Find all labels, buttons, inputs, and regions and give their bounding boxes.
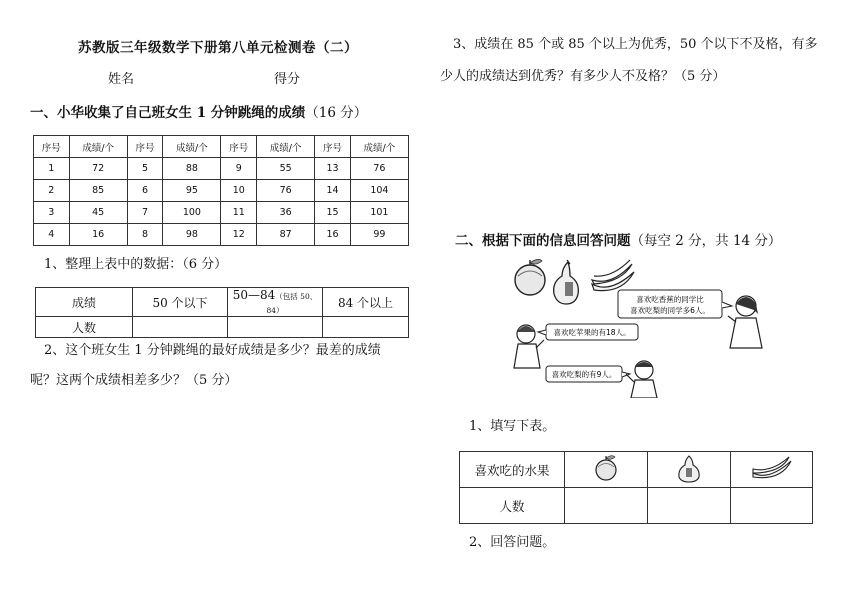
table-cell: 8 — [127, 224, 163, 246]
table-cell: 10 — [221, 180, 257, 202]
question-1-1: 1、整理上表中的数据：（6 分） — [44, 257, 228, 272]
header-cell: 喜欢吃的水果 — [460, 452, 565, 488]
answer-cell[interactable] — [648, 488, 731, 524]
table-row — [460, 488, 813, 524]
answer-cell[interactable] — [323, 317, 409, 338]
fruit-count-table — [459, 451, 813, 524]
apple-bubble: 喜欢吃苹果的有18人。 — [553, 328, 631, 337]
banana-bubble-line-2: 喜欢吃梨的同学多6人。 — [630, 306, 710, 315]
answer-cell[interactable] — [228, 317, 323, 338]
table-header-row — [36, 288, 409, 317]
pear-icon — [674, 453, 704, 483]
section-1-heading-text: 一、小华收集了自己班女生 1 分钟跳绳的成绩 — [30, 105, 306, 121]
header-cell: 84 个以上 — [323, 288, 409, 317]
header-cell-range — [228, 288, 323, 317]
table-cell: 16 — [315, 224, 351, 246]
header-cell: 成绩 — [36, 288, 133, 317]
table-cell: 16 — [69, 224, 127, 246]
table-cell: 5 — [127, 158, 163, 180]
table-cell: 12 — [221, 224, 257, 246]
range-main: 50—84 — [232, 288, 276, 302]
table-cell: 87 — [257, 224, 315, 246]
banana-bubble-line-1: 喜欢吃香蕉的同学比 — [636, 295, 704, 304]
question-1-3-line-2: 少人的成绩达到优秀？有多少人不及格？（5 分） — [440, 69, 726, 84]
jump-rope-score-table — [33, 135, 409, 246]
table-row — [34, 202, 409, 224]
table-row — [34, 158, 409, 180]
section-1-heading — [30, 101, 367, 121]
score-label: 得分 — [274, 72, 301, 87]
header-cell: 50 个以下 — [133, 288, 228, 317]
table-cell: 6 — [127, 180, 163, 202]
row-label: 人数 — [36, 317, 133, 338]
table-cell: 95 — [163, 180, 221, 202]
table-cell: 99 — [350, 224, 408, 246]
header-cell: 序号 — [221, 136, 257, 158]
table-cell: 14 — [315, 180, 351, 202]
header-cell: 成绩/个 — [69, 136, 127, 158]
table-cell: 13 — [315, 158, 351, 180]
header-cell: 成绩/个 — [257, 136, 315, 158]
question-1-2-line-1: 2、这个班女生 1 分钟跳绳的最好成绩是多少？最差的成绩 — [44, 343, 381, 358]
row-label: 人数 — [460, 488, 565, 524]
table-cell: 76 — [350, 158, 408, 180]
question-1-3-line-1: 3、成绩在 85 个或 85 个以上为优秀，50 个以下不及格，有多 — [453, 37, 818, 52]
boy-icon — [626, 361, 657, 398]
table-cell: 85 — [69, 180, 127, 202]
table-cell: 76 — [257, 180, 315, 202]
section-2-heading — [455, 229, 781, 249]
table-row — [34, 224, 409, 246]
header-cell: 序号 — [315, 136, 351, 158]
table-cell: 9 — [221, 158, 257, 180]
table-row — [34, 180, 409, 202]
section-2-points: （每空 2 分，共 14 分） — [630, 233, 782, 249]
section-2-heading-text: 二、根据下面的信息回答问题 — [455, 233, 631, 249]
table-cell: 72 — [69, 158, 127, 180]
answer-cell[interactable] — [731, 488, 813, 524]
banana-icon — [592, 260, 634, 291]
table-cell: 15 — [315, 202, 351, 224]
question-1-2-line-2: 呢？这两个成绩相差多少？（5 分） — [30, 373, 238, 388]
range-note: （包括 50、84） — [266, 292, 318, 315]
apple-icon — [591, 454, 621, 482]
pear-icon — [554, 260, 579, 304]
table-cell: 45 — [69, 202, 127, 224]
apple-icon — [515, 259, 545, 295]
table-cell: 1 — [34, 158, 70, 180]
table-cell: 55 — [257, 158, 315, 180]
banana-icon — [749, 455, 795, 481]
table-header-row — [34, 136, 409, 158]
table-cell: 88 — [163, 158, 221, 180]
answer-cell[interactable] — [133, 317, 228, 338]
girl-right-icon — [728, 296, 762, 348]
header-cell: 序号 — [127, 136, 163, 158]
table-cell: 100 — [163, 202, 221, 224]
pear-bubble: 喜欢吃梨的有9人。 — [551, 370, 617, 379]
answer-cell[interactable] — [565, 488, 648, 524]
table-cell: 101 — [350, 202, 408, 224]
name-label: 姓名 — [108, 72, 135, 87]
table-cell: 11 — [221, 202, 257, 224]
section-1-points: （16 分） — [305, 105, 368, 121]
header-cell: 序号 — [34, 136, 70, 158]
question-2-1: 1、填写下表。 — [469, 419, 556, 434]
table-cell: 104 — [350, 180, 408, 202]
fruit-preference-illustration — [510, 258, 768, 398]
table-row — [36, 317, 409, 338]
organize-data-table — [35, 287, 409, 338]
header-cell: 成绩/个 — [163, 136, 221, 158]
table-header-row — [460, 452, 813, 488]
question-2-2: 2、回答问题。 — [469, 535, 556, 550]
page-title: 苏教版三年级数学下册第八单元检测卷（二） — [78, 40, 358, 56]
banana-column — [731, 452, 813, 488]
table-cell: 3 — [34, 202, 70, 224]
table-cell: 98 — [163, 224, 221, 246]
table-cell: 36 — [257, 202, 315, 224]
table-cell: 4 — [34, 224, 70, 246]
table-cell: 2 — [34, 180, 70, 202]
apple-column — [565, 452, 648, 488]
pear-column — [648, 452, 731, 488]
header-cell: 成绩/个 — [350, 136, 408, 158]
table-cell: 7 — [127, 202, 163, 224]
